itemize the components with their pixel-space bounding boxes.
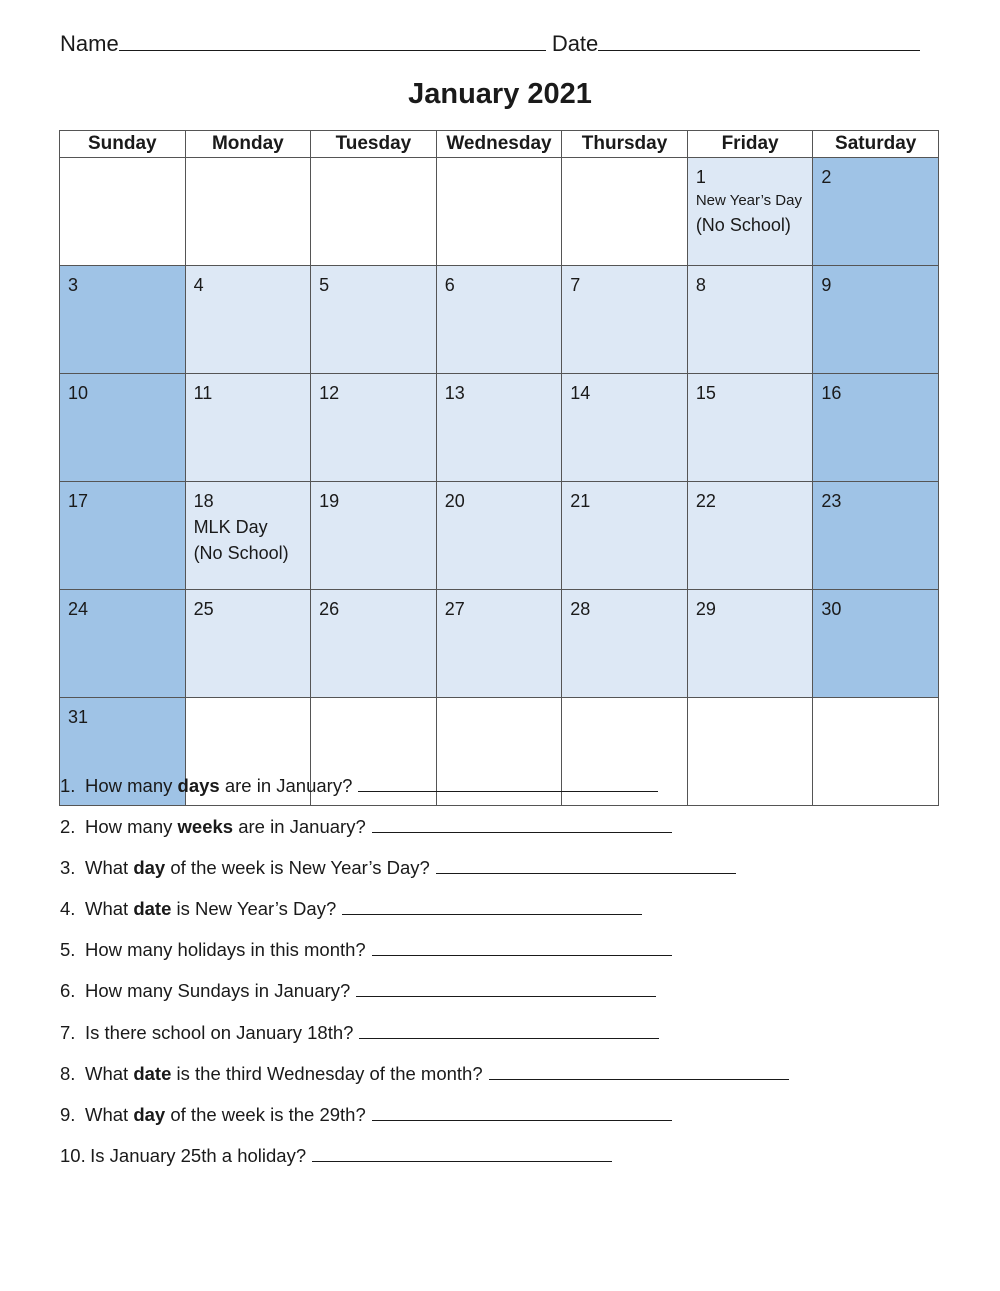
calendar-day-cell: [60, 590, 186, 698]
answer-blank[interactable]: [372, 816, 672, 833]
answer-blank[interactable]: [312, 1145, 612, 1162]
day-number: 7: [570, 275, 581, 295]
answer-blank[interactable]: [358, 775, 658, 792]
question-text: Is there school on January 18th?: [85, 1021, 354, 1043]
day-header: Monday: [185, 131, 311, 158]
question-text: What: [85, 898, 134, 920]
question-number: 5.: [60, 939, 76, 961]
question-item: [60, 1104, 789, 1145]
question-text: are in January?: [233, 816, 366, 838]
question-keyword: date: [133, 1062, 172, 1084]
day-number: 23: [821, 491, 842, 511]
day-number: 11: [193, 383, 213, 403]
question-text: What: [85, 857, 134, 879]
question-item: [60, 939, 789, 980]
name-label: Name: [60, 31, 119, 56]
question-text: is New Year’s Day?: [171, 898, 337, 920]
question-number: 8.: [60, 1062, 76, 1084]
week-row: [60, 158, 939, 266]
calendar-day-cell: [311, 374, 437, 482]
day-number: 5: [319, 275, 330, 295]
calendar-day-cell: [185, 158, 311, 266]
question-number: 3.: [60, 857, 76, 879]
question-item: [60, 1145, 789, 1186]
day-number: 17: [68, 491, 89, 511]
answer-blank[interactable]: [372, 939, 672, 956]
question-keyword: weeks: [177, 816, 234, 838]
question-item: [60, 898, 789, 939]
holiday-name: New Year’s Day: [695, 192, 802, 209]
day-header: Friday: [687, 131, 813, 158]
answer-blank[interactable]: [372, 1104, 672, 1121]
day-number: 10: [68, 383, 89, 403]
calendar-day-cell: [311, 158, 437, 266]
question-item: [60, 980, 789, 1021]
calendar-day-cell: [687, 158, 813, 266]
calendar-day-cell: [687, 482, 813, 590]
calendar-day-cell: [185, 590, 311, 698]
question-text: How many holidays in this month?: [85, 939, 366, 961]
calendar-day-cell: [813, 266, 939, 374]
day-number: 2: [821, 167, 832, 187]
day-number: 14: [570, 383, 591, 403]
calendar-day-cell: [813, 698, 939, 806]
question-number: 4.: [60, 898, 76, 920]
day-number: 24: [68, 599, 89, 619]
weekday-header-row: [60, 131, 939, 158]
day-number: 21: [570, 491, 591, 511]
calendar-day-cell: [60, 374, 186, 482]
calendar-day-cell: [813, 374, 939, 482]
day-number: 9: [821, 275, 832, 295]
day-number: 8: [695, 275, 706, 295]
question-number: 10.: [60, 1144, 86, 1166]
day-number: 31: [68, 707, 89, 727]
day-number: 27: [444, 599, 465, 619]
day-header: Sunday: [60, 131, 186, 158]
question-item: [60, 857, 789, 898]
calendar-day-cell: [687, 374, 813, 482]
date-field[interactable]: [598, 30, 920, 51]
calendar-day-cell: [562, 374, 688, 482]
calendar-day-cell: [185, 266, 311, 374]
calendar-day-cell: [436, 158, 562, 266]
calendar-day-cell: [687, 266, 813, 374]
day-number: 12: [319, 383, 340, 403]
calendar-day-cell: [562, 266, 688, 374]
calendar-day-cell: [813, 482, 939, 590]
answer-blank[interactable]: [356, 980, 656, 997]
question-text: of the week is New Year’s Day?: [165, 857, 430, 879]
week-row: [60, 266, 939, 374]
day-header: Tuesday: [311, 131, 437, 158]
week-row: [60, 590, 939, 698]
question-text: of the week is the 29th?: [165, 1103, 366, 1125]
calendar-day-cell: [185, 374, 311, 482]
question-number: 7.: [60, 1021, 76, 1043]
name-field[interactable]: [119, 30, 546, 51]
question-number: 9.: [60, 1103, 76, 1125]
calendar-day-cell: [311, 266, 437, 374]
question-text: is the third Wednesday of the month?: [171, 1062, 483, 1084]
day-number: 19: [319, 491, 340, 511]
page-title: January 2021: [408, 78, 592, 110]
calendar-day-cell: [185, 482, 311, 590]
question-number: 1.: [60, 775, 76, 796]
day-number: 13: [444, 383, 465, 403]
day-number: 4: [193, 275, 204, 295]
answer-blank[interactable]: [436, 857, 736, 874]
question-text: How many Sundays in January?: [85, 980, 351, 1002]
calendar-day-cell: [562, 590, 688, 698]
day-number: 18: [193, 491, 214, 511]
calendar-day-cell: [311, 590, 437, 698]
holiday-note: (No School): [695, 215, 791, 235]
answer-blank[interactable]: [359, 1022, 659, 1039]
question-number: 2.: [60, 816, 76, 838]
question-item: [60, 1022, 789, 1063]
name-date-line: [60, 30, 920, 57]
calendar-day-cell: [60, 158, 186, 266]
calendar-day-cell: [436, 374, 562, 482]
day-header: Wednesday: [436, 131, 562, 158]
day-number: 30: [821, 599, 842, 619]
day-number: 28: [570, 599, 591, 619]
day-number: 16: [821, 383, 842, 403]
day-number: 6: [444, 275, 455, 295]
day-number: 26: [319, 599, 340, 619]
calendar-grid: [59, 130, 939, 806]
day-number: 15: [695, 383, 716, 403]
question-keyword: day: [133, 857, 166, 879]
day-header: Saturday: [813, 131, 939, 158]
answer-blank[interactable]: [489, 1063, 789, 1080]
question-item: [60, 775, 789, 816]
day-number: 22: [695, 491, 716, 511]
week-row: [60, 482, 939, 590]
calendar-day-cell: [813, 590, 939, 698]
calendar-day-cell: [436, 266, 562, 374]
day-number: 29: [695, 599, 716, 619]
calendar-day-cell: [562, 158, 688, 266]
calendar-day-cell: [436, 482, 562, 590]
question-text: How many: [85, 775, 178, 796]
holiday-name: MLK Day: [193, 517, 268, 537]
holiday-note: (No School): [193, 543, 289, 563]
question-list: [60, 775, 789, 1186]
day-number: 1: [695, 167, 706, 187]
date-label: Date: [551, 31, 599, 56]
day-number: 3: [68, 275, 79, 295]
week-row: [60, 374, 939, 482]
question-text: What: [85, 1062, 134, 1084]
question-item: [60, 816, 789, 857]
question-text: Is January 25th a holiday?: [85, 1144, 307, 1166]
question-text: How many: [85, 816, 178, 838]
calendar-day-cell: [687, 590, 813, 698]
question-keyword: days: [177, 775, 220, 796]
answer-blank[interactable]: [342, 898, 642, 915]
calendar-day-cell: [60, 266, 186, 374]
question-keyword: date: [133, 898, 172, 920]
question-number: 6.: [60, 980, 76, 1002]
day-number: 20: [444, 491, 465, 511]
question-text: What: [85, 1103, 134, 1125]
question-text: are in January?: [219, 775, 353, 796]
question-keyword: day: [133, 1103, 166, 1125]
question-item: [60, 1063, 789, 1104]
calendar-day-cell: [60, 482, 186, 590]
day-number: 25: [193, 599, 214, 619]
calendar-day-cell: [436, 590, 562, 698]
calendar-day-cell: [813, 158, 939, 266]
calendar-day-cell: [311, 482, 437, 590]
day-header: Thursday: [562, 131, 688, 158]
calendar-day-cell: [562, 482, 688, 590]
